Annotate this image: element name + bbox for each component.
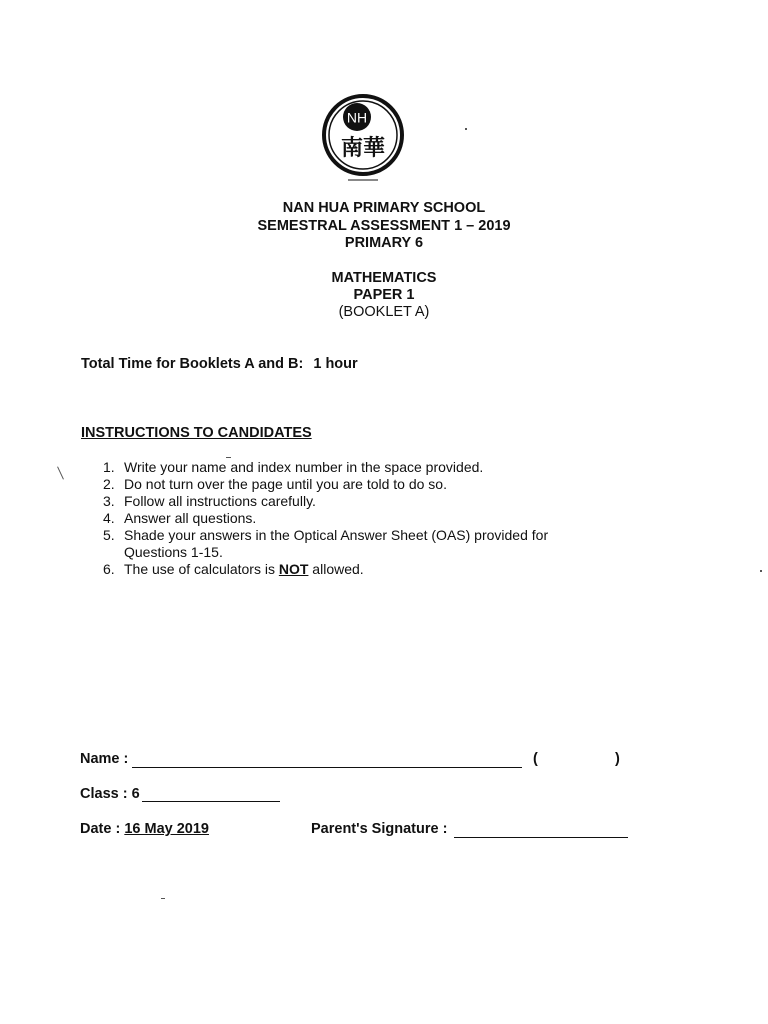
list-item: 1. Write your name and index number in the space provided. (103, 459, 484, 475)
instructions-list (103, 459, 584, 578)
signature-input-line[interactable] (454, 821, 628, 838)
logo-chinese-characters: 南華 (340, 136, 386, 161)
date-label: Date : (80, 821, 121, 837)
list-item: 5. Shade your answers in the Optical Answer Sheet (OAS) provided for Questions 1-15. (103, 527, 549, 560)
not-emphasis: NOT (278, 561, 309, 577)
instructions-title: INSTRUCTIONS TO CANDIDATES (81, 425, 312, 441)
total-time-value: 1 hour (313, 356, 358, 372)
index-close-paren: ) (615, 751, 620, 767)
scan-speck (226, 457, 231, 458)
total-time (81, 356, 358, 372)
total-time-label: Total Time for Booklets A and B: (81, 356, 304, 372)
list-item: 4. Answer all questions. (103, 510, 257, 526)
list-item: 3. Follow all instructions carefully. (103, 493, 316, 509)
class-input-line[interactable] (142, 786, 280, 802)
assessment-title: SEMESTRAL ASSESSMENT 1 – 2019 (257, 218, 511, 234)
paper-number: PAPER 1 (353, 287, 415, 303)
list-item: 6. The use of calculators is NOT allowed. (103, 561, 364, 577)
date-value: 16 May 2019 (124, 821, 209, 837)
level: PRIMARY 6 (344, 235, 424, 251)
signature-label: Parent's Signature : (311, 821, 448, 837)
school-name: NAN HUA PRIMARY SCHOOL (282, 200, 486, 216)
school-logo (320, 93, 406, 183)
booklet: (BOOKLET A) (338, 304, 430, 320)
date-field (80, 821, 209, 837)
name-input-line[interactable] (132, 752, 522, 768)
logo-initials: NH (346, 109, 368, 126)
scan-speck (161, 898, 165, 899)
index-open-paren: ( (533, 751, 538, 767)
scan-speck (57, 466, 64, 479)
scan-speck (760, 570, 762, 572)
class-label: Class : 6 (80, 786, 140, 802)
scan-speck (465, 128, 467, 130)
list-item: 2. Do not turn over the page until you are told to do so. (103, 476, 447, 492)
name-label: Name : (80, 751, 129, 767)
subject-name: MATHEMATICS (331, 270, 437, 286)
